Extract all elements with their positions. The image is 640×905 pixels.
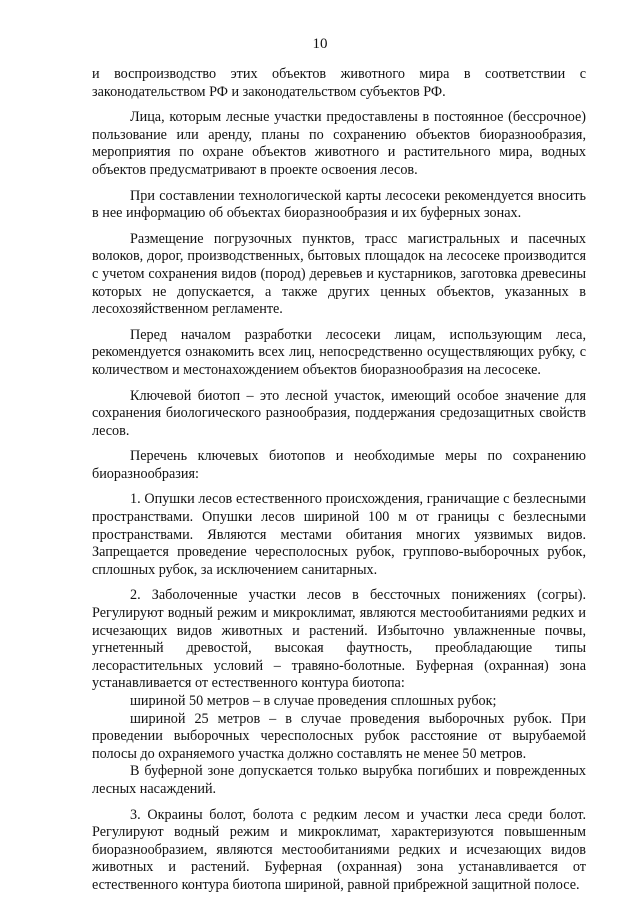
list-item-swampy-areas: 2. Заболоченные участки лесов в бессточных понижениях (согры). Регулируют водный режим и микроклимат, являются местообитаниями редких и исчезающих видов животных и растений. Избыточно увлажненные почвы, угнетенный древостой, высокая фаутность, преобладающие типы лесорастительных условий – травяно-болотные. Буферная (охранная) зона устанавливается от естественного контура биотопа: <box>92 587 586 692</box>
list-item-forest-edges: 1. Опушки лесов естественного происхождения, граничащие с безлесными пространствами. Опушки лесов шириной 100 м от границы с безлесными пространствами. Являются местами обитания многих уязвимых видов. Запрещается проведение чересполосных рубок, группово-выборочных рубок, сплошных рубок, за исключением санитарных. <box>92 491 586 578</box>
paragraph-technological-map: При составлении технологической карты лесосеки рекомендуется вносить в нее информацию об объектах биоразнообразия и их буферных зонах. <box>92 187 586 222</box>
paragraph-buffer-zone-allowed: В буферной зоне допускается только вырубка погибших и поврежденных лесных насаждений. <box>92 763 586 797</box>
list-item-bog-edges: 3. Окраины болот, болота с редким лесом и участки леса среди болот. Регулируют водный режим и микроклимат, характеризуются повышенным биоразнообразием, являются местообитаниями редких и исчезающих видов животных и растений. Буферная (охранная) зона устанавливается от естественного контура биотопа шириной, равной прибрежной защитной полосе. <box>92 806 586 893</box>
buffer-width-clear-cut: шириной 50 метров – в случае проведения сплошных рубок; <box>130 693 497 709</box>
paragraph-forest-users-plans: Лица, которым лесные участки предоставлены в постоянное (бессрочное) пользование или аренду, планы по сохранению объектов биоразнообразия, мероприятия по охране объектов животного и растительного мира, водных объектов предусматривают в проекте освоения лесов. <box>92 109 586 178</box>
page-number: 10 <box>312 36 328 52</box>
document-body <box>92 66 586 903</box>
buffer-width-selective-cut: шириной 25 метров – в случае проведения выборочных рубок. При проведении выборочных чересполосных рубок расстояние от вырубаемой полосы до охраняемого участка должно составлять не менее 50 метров. <box>92 710 586 762</box>
paragraph-continuation: и воспроизводство этих объектов животного мира в соответствии с законодательством РФ и законодательством субъектов РФ. <box>92 66 586 100</box>
paragraph-before-logging: Перед началом разработки лесосеки лицам, использующим леса, рекомендуется ознакомить всех лиц, непосредственно осуществляющих рубку, с количеством и местонахождением объектов биоразнообразия на лесосеке. <box>92 326 586 378</box>
paragraph-biotope-list-intro: Перечень ключевых биотопов и необходимые меры по сохранению биоразнообразия: <box>92 448 586 482</box>
paragraph-key-biotope-definition: Ключевой биотоп – это лесной участок, имеющий особое значение для сохранения биологического разнообразия, поддержания средозащитных свойств лесов. <box>92 387 586 439</box>
paragraph-placement: Размещение погрузочных пунктов, трасс магистральных и пасечных волоков, дорог, производственных, бытовых площадок на лесосеке производится с учетом сохранения видов (пород) деревьев и кустарников, заготовка древесины которых не допускается, а также других ценных объектов, указанных в лесохозяйственном регламенте. <box>92 230 586 318</box>
